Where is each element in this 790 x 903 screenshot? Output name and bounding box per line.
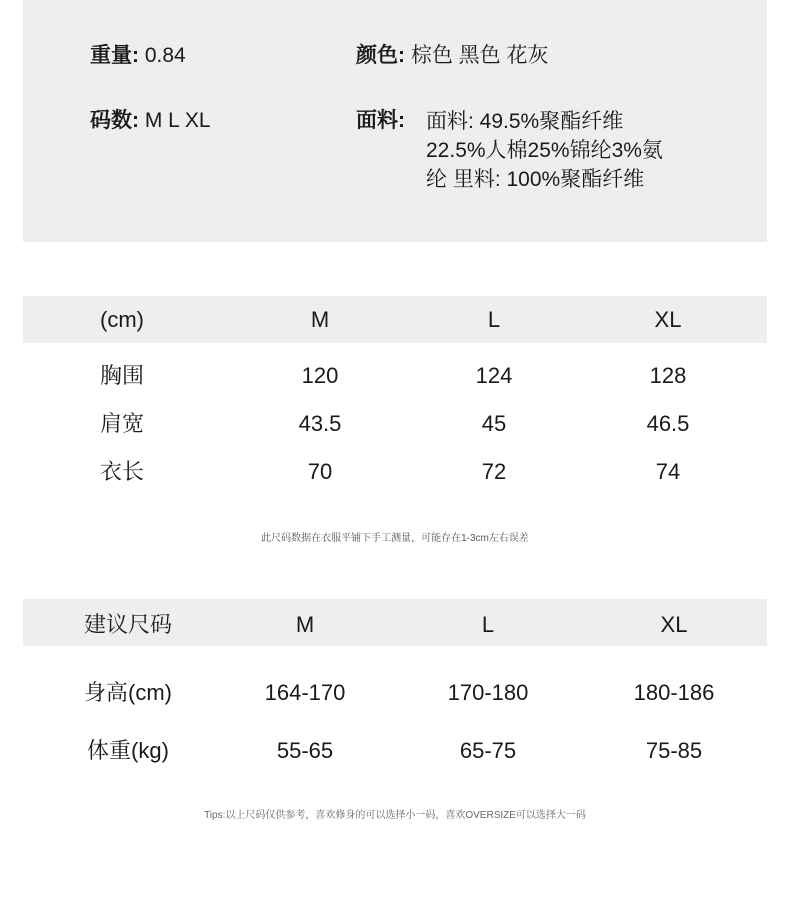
product-info-box xyxy=(23,0,767,242)
recommend-cell: 65-75 xyxy=(459,738,517,763)
measure-cell: 120 xyxy=(301,363,339,388)
measure-cell: 124 xyxy=(475,363,513,388)
measure-row-label: 衣长 xyxy=(99,459,144,484)
measure-cell: 45 xyxy=(481,411,507,436)
measure-cell: 72 xyxy=(481,459,507,484)
fabric-line: 面料: 49.5%聚酯纤维 xyxy=(426,110,624,133)
weight-info xyxy=(90,42,186,70)
measure-row-label: 肩宽 xyxy=(99,411,144,436)
fabric-lines xyxy=(426,107,716,194)
sizes-value: M L XL xyxy=(144,109,211,132)
measure-cell: 70 xyxy=(307,459,333,484)
recommend-tips: Tips:以上尺码仅供参考，喜欢修身的可以选择小一码，喜欢OVERSIZE可以选择大一码 xyxy=(204,810,586,821)
measure-header-l: L xyxy=(487,307,501,332)
recommend-header-title: 建议尺码 xyxy=(83,612,172,637)
recommend-cell: 75-85 xyxy=(645,738,703,763)
sizes-info xyxy=(90,107,211,135)
weight-value: 0.84 xyxy=(144,44,186,67)
color-label: 颜色: xyxy=(356,44,405,67)
fabric-line: 纶 里料: 100%聚酯纤维 xyxy=(426,168,645,191)
recommend-cell: 180-186 xyxy=(633,680,715,705)
recommend-cell: 55-65 xyxy=(276,738,334,763)
recommend-header-xl: XL xyxy=(660,612,688,637)
measure-cell: 128 xyxy=(649,363,687,388)
measure-header-unit: (cm) xyxy=(100,307,144,332)
measure-cell: 74 xyxy=(655,459,681,484)
recommend-row-label: 体重(kg) xyxy=(87,738,169,763)
recommend-row-label: 身高(cm) xyxy=(84,680,172,705)
recommend-cell: 170-180 xyxy=(447,680,529,705)
weight-label: 重量: xyxy=(90,44,139,67)
measure-cell: 43.5 xyxy=(298,411,342,436)
fabric-label: 面料: xyxy=(356,109,405,132)
sizes-label: 码数: xyxy=(90,109,139,132)
fabric-line: 22.5%人棉25%锦纶3%氨 xyxy=(426,139,663,162)
recommend-cell: 164-170 xyxy=(264,680,346,705)
color-value: 棕色 黑色 花灰 xyxy=(410,44,549,67)
recommend-header-l: L xyxy=(481,612,495,637)
measure-row-label: 胸围 xyxy=(99,363,144,388)
measure-cell: 46.5 xyxy=(646,411,690,436)
recommend-header-m: M xyxy=(295,612,315,637)
measure-header-xl: XL xyxy=(654,307,682,332)
measure-header-m: M xyxy=(310,307,330,332)
color-info xyxy=(356,42,549,70)
measure-note: 此尺码数据在衣服平铺下手工测量，可能存在1-3cm左右误差 xyxy=(261,533,529,544)
